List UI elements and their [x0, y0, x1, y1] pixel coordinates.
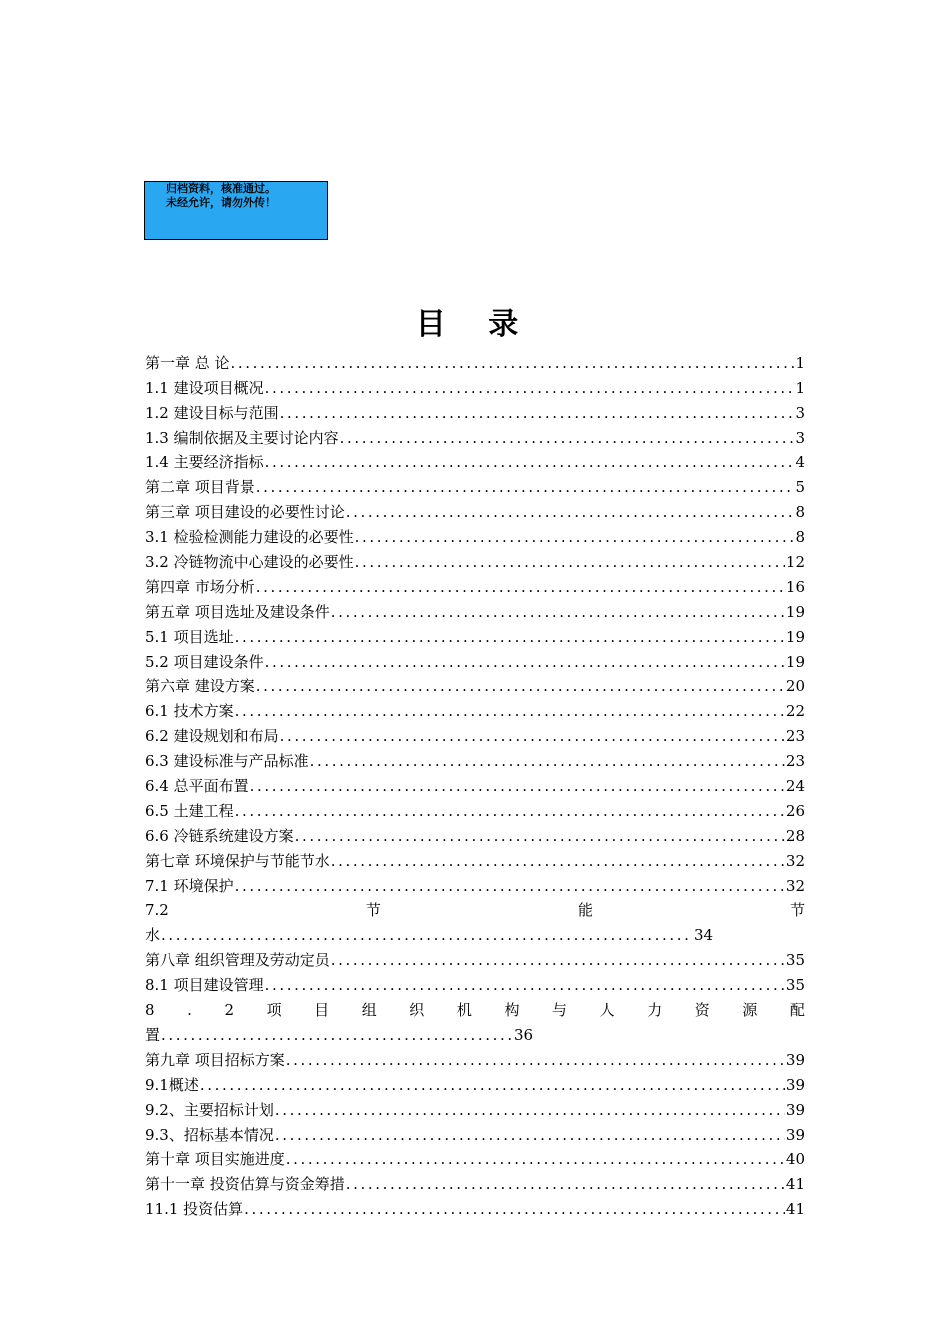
toc-entry[interactable] — [145, 821, 805, 846]
toc-entry-label: 5.2 项目建设条件 — [145, 652, 264, 671]
toc-leader-dots — [231, 353, 795, 373]
toc-leader-dots — [161, 1025, 513, 1045]
toc-entry-page: 19 — [785, 602, 805, 621]
toc-entry-label: 1.4 主要经济指标 — [145, 453, 264, 472]
toc-entry-fragment: 2 — [224, 1001, 234, 1020]
toc-entry-fragment: 源 — [742, 1001, 758, 1020]
toc-entry-8-2-line1[interactable] — [145, 995, 805, 1020]
toc-entry-page: 19 — [785, 652, 805, 671]
toc-entry[interactable] — [145, 672, 805, 697]
toc-leader-dots — [340, 428, 795, 448]
toc-entry-page: 39 — [785, 1125, 805, 1144]
toc-entry-label: 3.1 检验检测能力建设的必要性 — [145, 528, 354, 547]
toc-entry[interactable] — [145, 721, 805, 746]
page-title: 目 录 — [415, 307, 535, 342]
toc-entry[interactable] — [145, 597, 805, 622]
toc-entry-label: 第五章 项目选址及建设条件 — [145, 602, 330, 621]
toc-entry[interactable] — [145, 497, 805, 522]
toc-entry-fragment: 项 — [266, 1001, 282, 1020]
toc-entry-label: 6.3 建设标准与产品标准 — [145, 752, 309, 771]
toc-leader-dots — [286, 1050, 785, 1070]
toc-leader-dots — [256, 676, 785, 696]
toc-entry-fragment: 人 — [599, 1001, 615, 1020]
toc-entry-fragment: 组 — [361, 1001, 377, 1020]
toc-leader-dots — [200, 1075, 785, 1095]
toc-entry[interactable] — [145, 771, 805, 796]
toc-entry-7-2-line2[interactable] — [145, 920, 805, 945]
toc-entry[interactable] — [145, 448, 805, 473]
toc-entry[interactable] — [145, 522, 805, 547]
toc-entry[interactable] — [145, 871, 805, 896]
toc-entry-label: 第八章 组织管理及劳动定员 — [145, 951, 330, 970]
toc-entry-label: 6.5 土建工程 — [145, 801, 234, 820]
toc-entry-label: 11.1 投资估算 — [145, 1200, 244, 1219]
toc-entry-label: 置 — [145, 1025, 161, 1044]
toc-entry[interactable] — [145, 547, 805, 572]
toc-leader-dots — [235, 701, 785, 721]
toc-entry[interactable] — [145, 1194, 805, 1219]
toc-entry-fragment: 织 — [409, 1001, 425, 1020]
toc-entry-page: 39 — [785, 1100, 805, 1119]
toc-entry[interactable] — [145, 622, 805, 647]
toc-entry-page: 3 — [795, 428, 805, 447]
toc-leader-dots — [346, 1174, 785, 1194]
toc-entry-label: 8.1 项目建设管理 — [145, 976, 264, 995]
toc-entry-fragment: 与 — [552, 1001, 568, 1020]
table-of-contents — [145, 348, 805, 1219]
toc-entry[interactable] — [145, 1045, 805, 1070]
toc-leader-dots — [250, 776, 785, 796]
toc-entry[interactable] — [145, 647, 805, 672]
toc-entry-page: 32 — [785, 876, 805, 895]
toc-entry-label: 9.1概述 — [145, 1075, 199, 1094]
toc-leader-dots — [161, 925, 693, 945]
toc-leader-dots — [265, 975, 785, 995]
toc-entry-page: 5 — [795, 478, 805, 497]
toc-entry-label: 第七章 环境保护与节能节水 — [145, 851, 330, 870]
toc-entry[interactable] — [145, 696, 805, 721]
toc-entry-label: 9.2、主要招标计划 — [145, 1100, 274, 1119]
toc-entry-page: 24 — [785, 777, 805, 796]
toc-entry-label: 第二章 项目背景 — [145, 478, 255, 497]
toc-entry-fragment: 目 — [314, 1001, 330, 1020]
toc-entry-page: 3 — [795, 403, 805, 422]
toc-leader-dots — [331, 851, 785, 871]
toc-leader-dots — [346, 502, 795, 522]
toc-entry-page: 8 — [795, 528, 805, 547]
toc-leader-dots — [355, 527, 795, 547]
toc-entry-label: 1.2 建设目标与范围 — [145, 403, 279, 422]
toc-entry-label: 6.1 技术方案 — [145, 702, 234, 721]
toc-leader-dots — [265, 378, 795, 398]
toc-leader-dots — [331, 602, 785, 622]
notice-line-1: 归档资料，核准通过。 — [166, 182, 276, 195]
toc-leader-dots — [286, 1149, 785, 1169]
toc-entry[interactable] — [145, 423, 805, 448]
toc-entry-label: 6.4 总平面布置 — [145, 777, 249, 796]
toc-entry[interactable] — [145, 746, 805, 771]
toc-entry-label: 3.2 冷链物流中心建设的必要性 — [145, 553, 354, 572]
toc-entry-page: 8 — [795, 503, 805, 522]
toc-leader-dots — [275, 1125, 785, 1145]
toc-entry-fragment: 构 — [504, 1001, 520, 1020]
toc-entry-label: 第十一章 投资估算与资金筹措 — [145, 1175, 345, 1194]
toc-entry-8-2-line2[interactable] — [145, 1020, 805, 1045]
toc-entry-label: 第三章 项目建设的必要性讨论 — [145, 503, 345, 522]
toc-entry[interactable] — [145, 1120, 805, 1145]
toc-leader-dots — [235, 876, 785, 896]
toc-entry[interactable] — [145, 1095, 805, 1120]
toc-leader-dots — [265, 452, 795, 472]
toc-entry-fragment: 机 — [456, 1001, 472, 1020]
toc-leader-dots — [331, 950, 785, 970]
toc-entry-page: 28 — [785, 826, 805, 845]
toc-entry-page: 35 — [785, 951, 805, 970]
notice-line-2: 未经允许，请勿外传！ — [166, 196, 276, 209]
toc-entry-page: 41 — [785, 1175, 805, 1194]
toc-entry[interactable] — [145, 846, 805, 871]
toc-entry[interactable] — [145, 373, 805, 398]
toc-entry-7-2-line1[interactable] — [145, 896, 805, 921]
toc-entry-page: 34 — [694, 926, 714, 945]
toc-entry-label: 第四章 市场分析 — [145, 577, 255, 596]
toc-entry-label: 7.1 环境保护 — [145, 876, 234, 895]
toc-entry-page: 16 — [785, 577, 805, 596]
toc-entry-page: 22 — [785, 702, 805, 721]
toc-entry[interactable] — [145, 796, 805, 821]
toc-leader-dots — [244, 1199, 785, 1219]
toc-leader-dots — [280, 403, 795, 423]
toc-entry-fragment: 配 — [789, 1001, 805, 1020]
toc-entry-fragment: 力 — [647, 1001, 663, 1020]
toc-entry[interactable] — [145, 398, 805, 423]
toc-entry-label: 6.2 建设规划和布局 — [145, 727, 279, 746]
toc-entry[interactable] — [145, 1169, 805, 1194]
toc-entry-label: 5.1 项目选址 — [145, 627, 234, 646]
toc-entry-page: 20 — [785, 677, 805, 696]
toc-entry-page: 39 — [785, 1075, 805, 1094]
toc-entry[interactable] — [145, 970, 805, 995]
toc-leader-dots — [235, 627, 785, 647]
toc-entry-page: 12 — [785, 553, 805, 572]
toc-entry-page: 32 — [785, 851, 805, 870]
toc-entry-page: 23 — [785, 727, 805, 746]
toc-entry-page: 35 — [785, 976, 805, 995]
confidential-notice-box — [144, 181, 328, 240]
toc-leader-dots — [295, 826, 785, 846]
toc-leader-dots — [275, 1100, 785, 1120]
toc-entry[interactable] — [145, 572, 805, 597]
toc-entry-label: 第九章 项目招标方案 — [145, 1050, 285, 1069]
toc-leader-dots — [355, 552, 785, 572]
toc-entry-label: 1.3 编制依据及主要讨论内容 — [145, 428, 339, 447]
toc-entry[interactable] — [145, 1145, 805, 1170]
toc-entry-label: 1.1 建设项目概况 — [145, 378, 264, 397]
toc-entry-page: 39 — [785, 1050, 805, 1069]
toc-entry-label: 水 — [145, 926, 161, 945]
toc-entry-label: 第一章 总 论 — [145, 353, 230, 372]
toc-entry-label: 9.3、招标基本情况 — [145, 1125, 274, 1144]
toc-entry[interactable] — [145, 348, 805, 373]
toc-entry-page: 1 — [795, 378, 805, 397]
toc-leader-dots — [235, 801, 785, 821]
toc-entry-fragment: 资 — [694, 1001, 710, 1020]
toc-entry-page: 1 — [795, 353, 805, 372]
toc-entry-page: 19 — [785, 627, 805, 646]
toc-leader-dots — [265, 652, 785, 672]
toc-entry-page: 36 — [514, 1025, 534, 1044]
toc-leader-dots — [310, 751, 785, 771]
toc-entry-page: 40 — [785, 1150, 805, 1169]
toc-entry-fragment: 节 — [365, 901, 381, 920]
toc-entry-page: 23 — [785, 752, 805, 771]
toc-leader-dots — [256, 577, 785, 597]
toc-entry[interactable] — [145, 1070, 805, 1095]
toc-leader-dots — [280, 726, 785, 746]
toc-entry-page: 4 — [795, 453, 805, 472]
toc-entry-page: 41 — [785, 1200, 805, 1219]
toc-leader-dots — [256, 477, 795, 497]
toc-entry-fragment: 7.2 — [145, 901, 169, 920]
toc-entry-label: 第六章 建设方案 — [145, 677, 255, 696]
toc-entry-label: 第十章 项目实施进度 — [145, 1150, 285, 1169]
toc-entry-label: 6.6 冷链系统建设方案 — [145, 826, 294, 845]
toc-entry-fragment: 8 — [145, 1001, 155, 1020]
toc-entry[interactable] — [145, 945, 805, 970]
toc-entry-fragment: 能 — [577, 901, 593, 920]
toc-entry-page: 26 — [785, 801, 805, 820]
toc-entry-fragment: 节 — [789, 901, 805, 920]
toc-entry-fragment: . — [187, 1001, 192, 1020]
toc-entry[interactable] — [145, 472, 805, 497]
